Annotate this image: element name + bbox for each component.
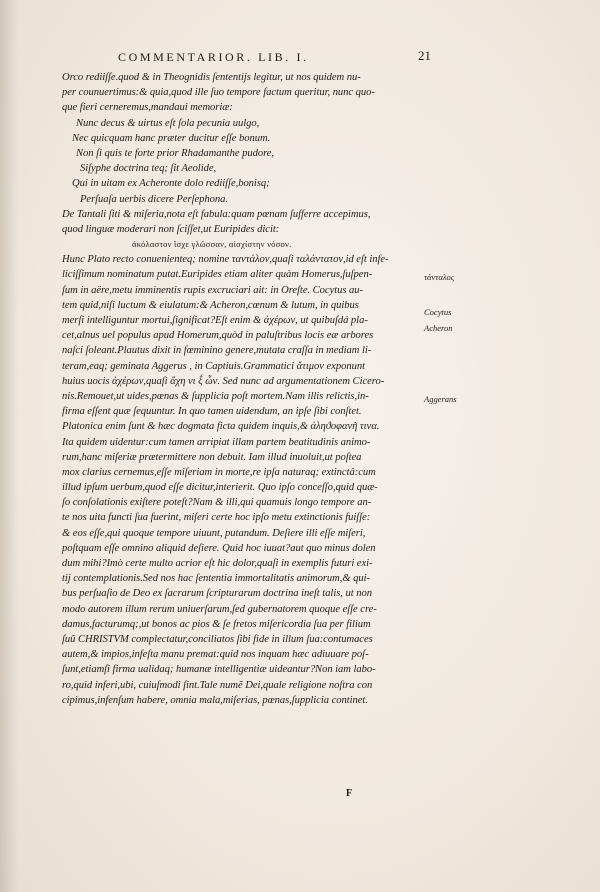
text-line: modo autorem illum rerum uniuerſarum,ſed gubernatorem quoque eſſe cre- — [62, 603, 377, 615]
verse-line: Perſuaſa uerbis dicere Perſephona. — [80, 193, 228, 205]
text-line: merſi intelliguntur mortui,ſignificat?Eſt enim & ἀχέρων, ut quibuſdá pla- — [62, 315, 368, 326]
text-line: Platonica enim ſunt & hæc dogmata ficta quidem inquis,& ἀληϑοφανῆ τινα. — [62, 421, 380, 433]
text-line: bus perſuaſio de Deo ex ſacrarum ſcripturarum doctrina ineſt talis, ut non — [62, 588, 372, 600]
text-line: & eos eſſe,qui quoque tempore uiuunt, putandum. Deſiere illi eſſe miſeri, — [62, 527, 366, 539]
text-line: rum,hanc miſeriæ prætermittere non debuit. Iam illud inuoluit,ut poſtea — [62, 451, 362, 463]
verse-line: Nunc decus & uirtus eſt ſola pecunia uulgo, — [76, 117, 260, 129]
text-line: nis.Remouet,ut uides,pœnas & ſupplicia poſt mortem.Nam illis relictis,in- — [62, 390, 369, 402]
text-line: ſunt,etiamſi firma ualidaq; humanæ intelligentiæ uideantur?Non iam labo- — [62, 664, 376, 676]
text-line: dum mihi?Imò certe multo acrior eſt hic dolor,quaſi in exemplis futuri exi- — [62, 558, 373, 569]
text-line: poſtquam eſſe omnino aliquid deſiere. Quid hoc iuuat?aut quo minus dolen — [62, 542, 376, 554]
text-line: Ita quidem uidentur:cum tamen arripiat illam partem beatitudinis animo- — [62, 436, 371, 448]
verse-line: Nec quicquam hanc præter ducitur eſſe bonum. — [72, 132, 271, 144]
text-line: liciſſimum nominatum putat.Euripides etiam aliter quàm Homerus,ſuſpen- — [62, 269, 373, 281]
signature-mark: F — [346, 788, 353, 799]
binding-shadow — [0, 0, 18, 892]
verse-line: Non ſi quis te forte prior Rhadamanthe pudore, — [76, 147, 274, 159]
margin-note-cocytus: Cocytus — [424, 307, 452, 317]
text-line: ro,quid inferi,ubi, cuiuſmodi ſint.Tale numẽ Dei,quale religione noſtra con — [62, 679, 373, 691]
text-line: cet,alnus uel populus apud Homerum,quòd in paluſtribus locis eæ arbores — [62, 330, 374, 342]
text-line: tij contemplationis.Sed nos hac ſententia immortalitatis animorum,& qui- — [62, 573, 371, 585]
text-line: naſci ſoleant.Plautus dixit in fœminino genere,mutata craſſa in mediam li- — [62, 345, 372, 357]
text-line: mox clarius cernemus,eſſe miſeriam in morte,re ipſa naturaq; extinctâ:cum — [62, 466, 376, 478]
text-line: Hunc Plato recto conuenienteq; nomine ταντάλον,quaſi ταλάντατον,id eſt infe- — [62, 254, 389, 266]
margin-note-tantalus: τάνταλος — [424, 272, 455, 282]
text-line: firma eſſent quæ ſequuntur. In quo tamen uidendum, an ipſe ſibi conſtet. — [62, 406, 362, 418]
greek-quote-line: ἀκόλαστον ἴσχε γλῶσσαν, αἰσχίστην νόσον. — [132, 239, 292, 250]
body-text — [62, 70, 420, 708]
text-line: te nos uita functi ſua fuerint, miſeri certe hoc ipſo metu extinctionis fuiſſe: — [62, 512, 371, 524]
text-line: quod linguæ moderari non ſciſſet,ut Euripides dicit: — [62, 223, 280, 235]
verse-line: Siſyphe doctrina teq; ſit Aeolide, — [80, 163, 217, 175]
text-line: Orco rediiſſe.quod & in Theognidis ſententijs legitur, ut nos quidem nu- — [62, 72, 361, 83]
text-line: De Tantali ſiti & miſeria,nota eſt fabula:quam pœnam ſufferre accepimus, — [62, 208, 371, 220]
page-number: 21 — [418, 48, 431, 63]
text-line: tem quid,niſi luctum & eiulatum:& Acheron,cœnum & lutum, in quibus — [62, 299, 359, 311]
text-line: huius uocis ἀχέρων,quaſi ἄχη νι ξ́ ὦν. Sed nunc ad argumentationem Cicero- — [62, 375, 385, 387]
text-line: teram,eaq; geminata Aggerus , in Captiuis.Grammatici ἄτιμον exponunt — [62, 360, 365, 372]
running-title: COMMENTARIOR. LIB. I. — [118, 50, 309, 64]
text-line: ſo conſolationis exiſtere poteſt?Nam & illi,qui quamuis longo tempore an- — [62, 497, 372, 509]
text-line: damus,facturumq;,ut bonos ac pios & ſe fretos miſericordia ſua per filium — [62, 618, 371, 630]
text-line: ſum in aëre,metu imminentis rupis excruciari ait: in Oreſte. Cocytus au- — [62, 284, 364, 296]
text-line: autem,& impios,infeſta manu premat:quid nos inquam hæc adiuuare poſ- — [62, 649, 369, 661]
text-line: ſuũ CHRISTVM complectatur,conciliatos ſibi fide in illum ſua:contumaces — [62, 633, 373, 645]
margin-note-acheron: Acheron — [424, 323, 453, 333]
text-line: cipimus,infenſum habere, omnia mala,miſerias, pœnas,ſupplicia continet. — [62, 694, 368, 706]
text-line: que fieri cerneremus,mandaui memoriæ: — [62, 102, 233, 114]
text-line: per counuertimus:& quia,quod ille ſuo tempore factum queritur, nunc quo- — [62, 87, 375, 99]
verse-line: Qui in uitam ex Acheronte dolo rediiſſe,bonisq; — [72, 178, 270, 190]
text-line: illud ipſum uerbum,quod eſſe dicitur,interierit. Quo ipſo conceſſo,quid quæ- — [62, 482, 378, 494]
margin-note-aggerans: Aggerans — [424, 394, 457, 404]
